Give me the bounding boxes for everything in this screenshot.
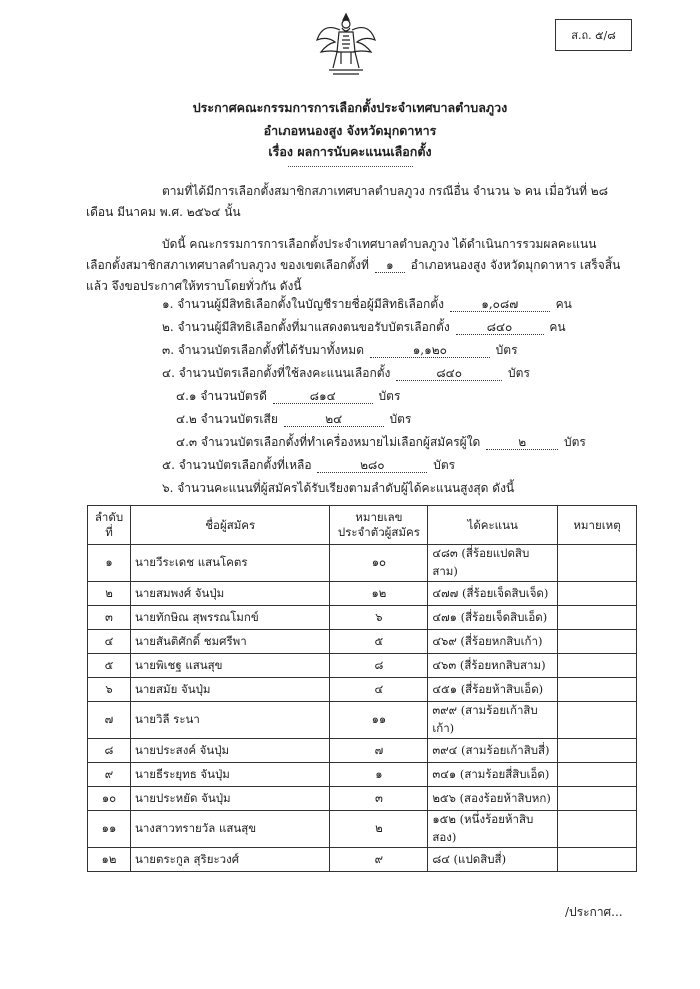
rank-cell: ๒ (88, 582, 131, 606)
item-value: ๑,๑๒๐ (370, 344, 490, 358)
item-unit: บัตร (389, 412, 412, 426)
score-cell: ๓๙๙ (สามร้อยเก้าสิบเก้า) (428, 702, 558, 739)
title-subject: เรื่อง ผลการนับคะแนนเลือกตั้ง (268, 144, 432, 159)
candidate-name-cell: นายสมพงศ์ จันปุ่ม (130, 582, 330, 606)
rank-cell: ๑๑ (88, 811, 131, 848)
intro-text: ตามที่ได้มีการเลือกตั้งสมาชิกสภาเทศบาลตำบลภูวง กรณีอื่น จำนวน ๖ คน เมื่อวันที่ ๒๘ เดือน มีนาคม พ.ศ. ๒๕๖๔ นั้น (86, 184, 608, 219)
item-ballots-received (162, 342, 518, 358)
rank-cell: ๓ (88, 606, 131, 630)
item-unit: บัตร (508, 366, 530, 380)
col-rank-header: ลำดับ ที่ (88, 506, 131, 545)
item-value: ๘๔๐ (396, 367, 502, 381)
candidate-number-cell: ๙ (330, 848, 428, 872)
note-cell (558, 654, 637, 678)
rank-cell: ๕ (88, 654, 131, 678)
note-cell (558, 763, 637, 787)
score-cell: ๔๖๙ (สี่ร้อยหกสิบเก้า) (428, 630, 558, 654)
rank-cell: ๘ (88, 739, 131, 763)
table-row (88, 702, 637, 739)
rank-cell: ๑ (88, 545, 131, 582)
table-header-row (88, 506, 637, 545)
item-label: ๔. จำนวนบัตรเลือกตั้งที่ใช้ลงคะแนนเลือกตั้ง (162, 366, 391, 380)
score-cell: ๔๗๑ (สี่ร้อยเจ็ดสิบเอ็ด) (428, 606, 558, 630)
item-value: ๘๑๔ (273, 390, 373, 404)
score-cell: ๓๙๔ (สามร้อยเก้าสิบสี่) (428, 739, 558, 763)
continued-marker: /ประกาศ... (565, 905, 623, 919)
item-voters-present (162, 319, 566, 335)
note-cell (558, 848, 637, 872)
table-row (88, 630, 637, 654)
intro-paragraph (86, 181, 626, 223)
score-cell: ๘๔ (แปดสิบสี่) (428, 848, 558, 872)
note-cell (558, 606, 637, 630)
item-eligible-voters (162, 296, 572, 312)
note-cell (558, 787, 637, 811)
note-cell (558, 678, 637, 702)
item-unit: บัตร (378, 389, 401, 403)
col-number-header: หมายเลข ประจำตัวผู้สมัคร (330, 506, 428, 545)
note-cell (558, 545, 637, 582)
rank-cell: ๙ (88, 763, 131, 787)
candidate-name-cell: นายสมัย จันปุ่ม (130, 678, 330, 702)
candidate-name-cell: นายพิเชฐ แสนสุข (130, 654, 330, 678)
table-row (88, 678, 637, 702)
rank-cell: ๔ (88, 630, 131, 654)
item-valid-ballots (176, 388, 400, 404)
candidate-number-cell: ๖ (330, 606, 428, 630)
candidate-name-cell: นายประหยัด จันปุ่ม (130, 787, 330, 811)
table-row (88, 787, 637, 811)
score-cell: ๔๘๓ (สี่ร้อยแปดสิบสาม) (428, 545, 558, 582)
announcement-paragraph (86, 234, 626, 297)
candidate-number-cell: ๑๒ (330, 582, 428, 606)
item-value: ๒๘๐ (317, 459, 427, 473)
announcement-text-a: บัดนี้ คณะกรรมการการเลือกตั้งประจำเทศบาลตำบลภูวง ได้ดำเนินการรวมผลคะแนน เลือกตั้งสมาชิกสภาเทศบาลตำบลภูวง ของเขตเลือกตั้งที่ (86, 237, 597, 272)
form-code-box: ส.ถ. ๕/๘ (555, 19, 632, 51)
candidate-number-cell: ๕ (330, 630, 428, 654)
col-note-header: หมายเหตุ (558, 506, 637, 545)
item-value: ๘๔๐ (456, 321, 544, 335)
item-unit: บัตร (495, 343, 518, 357)
table-row (88, 739, 637, 763)
score-cell: ๔๕๑ (สี่ร้อยห้าสิบเอ็ด) (428, 678, 558, 702)
candidate-name-cell: นายสันติศักดิ์ ชมศรีพา (130, 630, 330, 654)
table-row (88, 763, 637, 787)
item-label: ๓. จำนวนบัตรเลือกตั้งที่ได้รับมาทั้งหมด (162, 343, 365, 357)
candidate-name-cell: นายตระกูล สุริยะวงศ์ (130, 848, 330, 872)
title-divider (288, 166, 413, 167)
candidate-number-cell: ๔ (330, 678, 428, 702)
item-label: ๔.๒ จำนวนบัตรเสีย (176, 412, 278, 426)
score-cell: ๓๔๑ (สามร้อยสี่สิบเอ็ด) (428, 763, 558, 787)
candidate-name-cell: นางสาวทรายวัล แสนสุข (130, 811, 330, 848)
candidate-number-cell: ๑๐ (330, 545, 428, 582)
score-cell: ๔๗๗ (สี่ร้อยเจ็ดสิบเจ็ด) (428, 582, 558, 606)
table-row (88, 848, 637, 872)
note-cell (558, 702, 637, 739)
item-spoiled-ballots (176, 411, 411, 427)
item-unit: คน (549, 320, 566, 334)
table-row (88, 811, 637, 848)
item-unit: คน (555, 297, 572, 311)
table-row (88, 654, 637, 678)
item-value: ๒๔ (284, 413, 384, 427)
score-cell: ๑๕๒ (หนึ่งร้อยห้าสิบสอง) (428, 811, 558, 848)
item-candidate-scores (162, 480, 514, 496)
table-row (88, 545, 637, 582)
zone-number: ๑ (375, 259, 405, 273)
item-label: ๔.๓ จำนวนบัตรเลือกตั้งที่ทำเครื่องหมายไม่เลือกผู้สมัครผู้ใด (176, 435, 481, 449)
title-committee: ประกาศคณะกรรมการการเลือกตั้งประจำเทศบาลตำบลภูวง (192, 100, 508, 115)
item-unit: บัตร (564, 435, 586, 449)
item-label: ๔.๑ จำนวนบัตรดี (176, 389, 267, 403)
note-cell (558, 739, 637, 763)
item-ballots-used (162, 365, 530, 381)
note-cell (558, 582, 637, 606)
rank-cell: ๑๒ (88, 848, 131, 872)
score-cell: ๒๕๖ (สองร้อยห้าสิบหก) (428, 787, 558, 811)
candidate-number-cell: ๑๑ (330, 702, 428, 739)
item-remaining-ballots (162, 457, 455, 473)
garuda-emblem (313, 10, 379, 80)
candidate-name-cell: นายวีระเดช แสนโคตร (130, 545, 330, 582)
item-label: ๕. จำนวนบัตรเลือกตั้งที่เหลือ (162, 458, 312, 472)
candidate-number-cell: ๒ (330, 811, 428, 848)
candidate-name-cell: นายทักษิณ สุพรรณโมกข์ (130, 606, 330, 630)
rank-cell: ๗ (88, 702, 131, 739)
col-name-header: ชื่อผู้สมัคร (130, 506, 330, 545)
item-unit: บัตร (433, 458, 456, 472)
table-row (88, 606, 637, 630)
candidate-name-cell: นายธีระยุทธ จันปุ่ม (130, 763, 330, 787)
candidate-name-cell: นายวิลี ระนา (130, 702, 330, 739)
announcement-text-b: อำเภอหนองสูง จังหวัดมุกดาหาร เสร็จสิ้นแล้ว จึงขอประกาศให้ทราบโดยทั่วกัน ดังนี้ (86, 258, 621, 293)
item-value: ๑,๐๘๗ (450, 298, 550, 312)
candidate-name-cell: นายประสงค์ จันปุ่ม (130, 739, 330, 763)
item-no-vote-ballots (176, 434, 586, 450)
note-cell (558, 811, 637, 848)
item-label: ๒. จำนวนผู้มีสิทธิเลือกตั้งที่มาแสดงตนขอรับบัตรเลือกตั้ง (162, 320, 450, 334)
candidate-number-cell: ๑ (330, 763, 428, 787)
title-district: อำเภอหนองสูง จังหวัดมุกดาหาร (263, 123, 437, 138)
score-cell: ๔๖๓ (สี่ร้อยหกสิบสาม) (428, 654, 558, 678)
item-label: ๑. จำนวนผู้มีสิทธิเลือกตั้งในบัญชีรายชื่อผู้มีสิทธิเลือกตั้ง (162, 297, 444, 311)
note-cell (558, 630, 637, 654)
candidate-number-cell: ๗ (330, 739, 428, 763)
item-label: ๖. จำนวนคะแนนที่ผู้สมัครได้รับเรียงตามลำดับผู้ได้คะแนนสูงสุด ดังนี้ (162, 481, 515, 495)
candidate-number-cell: ๘ (330, 654, 428, 678)
rank-cell: ๖ (88, 678, 131, 702)
results-table (87, 505, 637, 872)
rank-cell: ๑๐ (88, 787, 131, 811)
candidate-number-cell: ๓ (330, 787, 428, 811)
col-score-header: ได้คะแนน (428, 506, 558, 545)
table-row (88, 582, 637, 606)
item-value: ๒ (486, 436, 558, 450)
